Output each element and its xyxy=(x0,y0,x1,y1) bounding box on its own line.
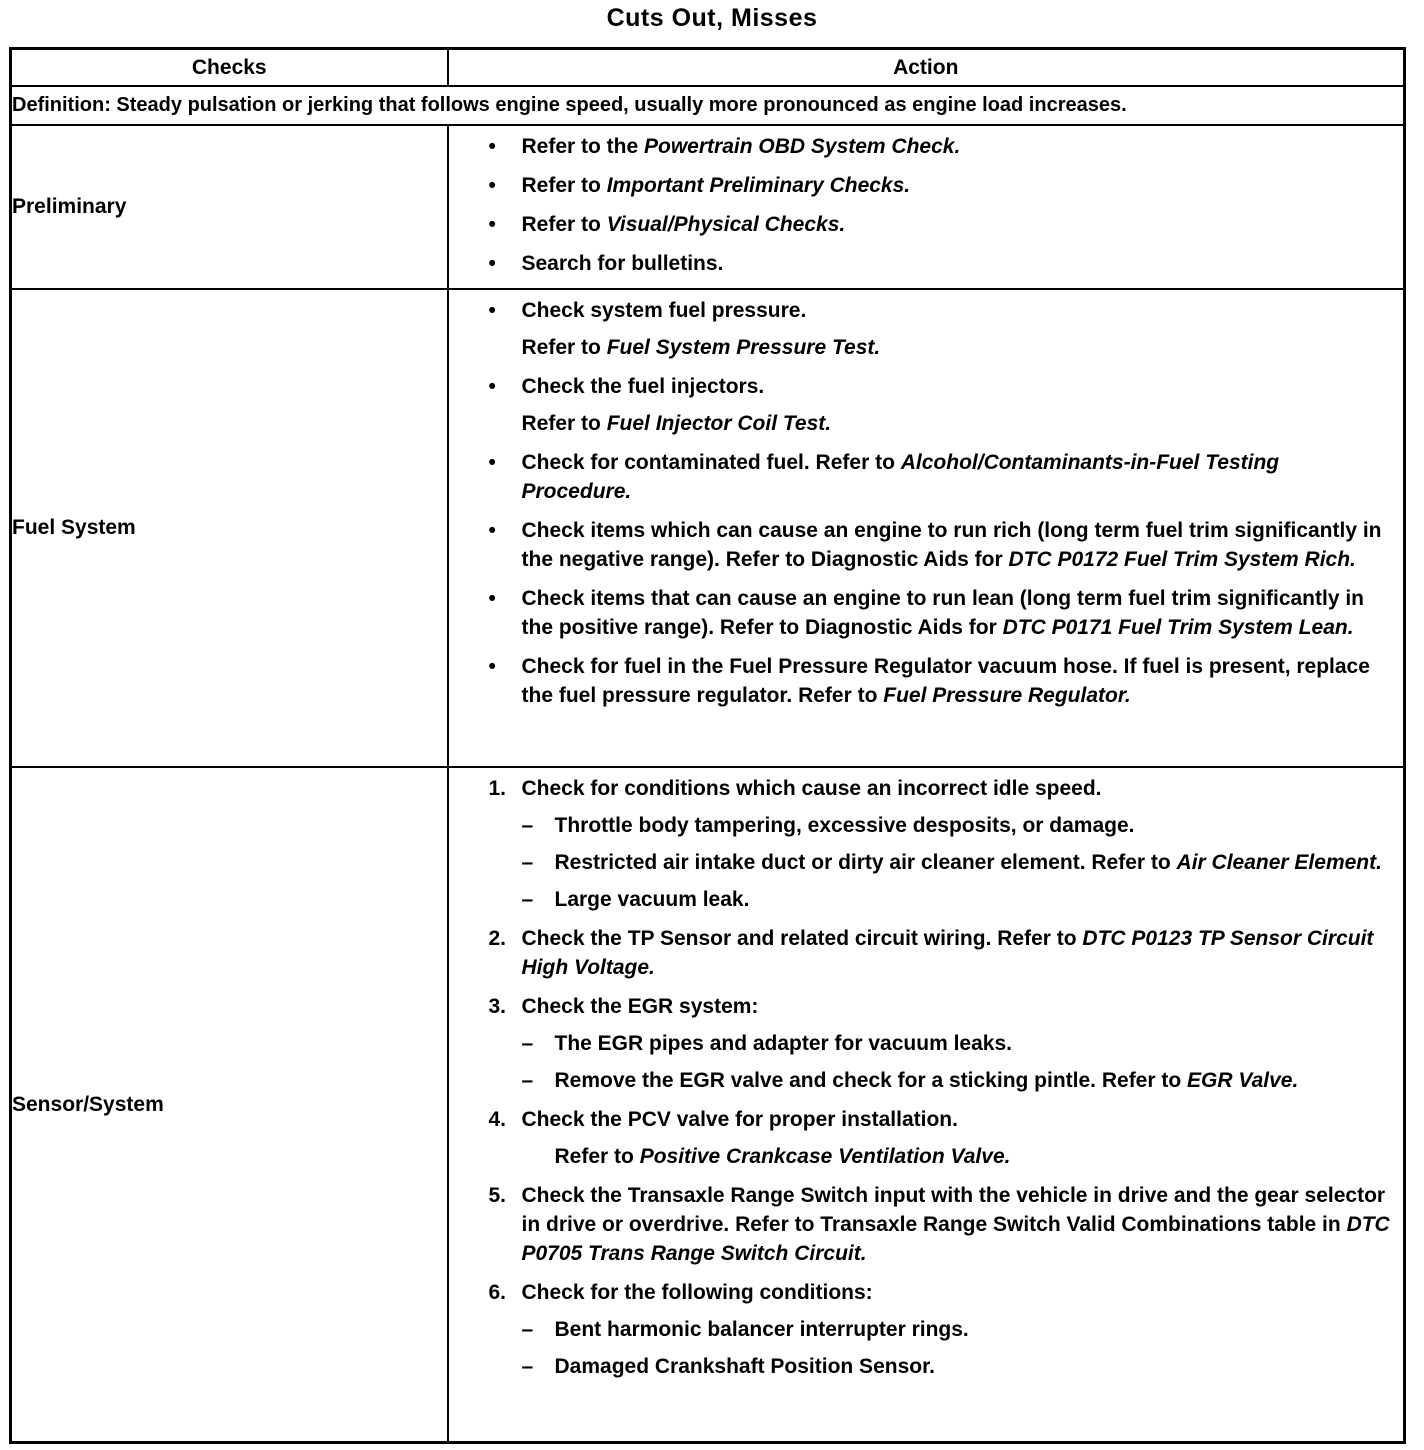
list-item: 5. Check the Transaxle Range Switch input with the vehicle in drive and the gear selector in drive or overdrive. Refer to Transaxle Range Switch Valid Combinations table in DTC P0705 Trans Range Switch Circuit. xyxy=(488,1184,1390,1265)
sub-item: – Restricted air intake duct or dirty air cleaner element. Refer to Air Cleaner Element. xyxy=(521,851,1382,874)
sensor-system-row xyxy=(11,767,1405,1443)
sub-item: – Damaged Crankshaft Position Sensor. xyxy=(521,1355,935,1378)
sensor-system-label: Sensor/System xyxy=(11,767,448,1443)
list-item: • Refer to Visual/Physical Checks. xyxy=(489,210,1394,239)
sensor-system-list xyxy=(489,774,1394,1381)
list-item: • Check for contaminated fuel. Refer to Alcohol/Contaminants-in-Fuel Testing Procedure. xyxy=(489,448,1394,506)
list-item: • Refer to Important Preliminary Checks. xyxy=(489,171,1394,200)
list-item: • Check the fuel injectors. Refer to Fuel Injector Coil Test. xyxy=(489,372,1394,438)
fuel-system-label: Fuel System xyxy=(11,289,448,767)
list-item: 1. Check for conditions which cause an incorrect idle speed. – Throttle body tampering, excessive desposits, or damage. – Restricted air intake duct or dirty air cleaner element. Refer to Air Cleaner Element. – Large vacuum leak. xyxy=(489,774,1394,914)
preliminary-label: Preliminary xyxy=(11,125,448,289)
sub-item: – Throttle body tampering, excessive desposits, or damage. xyxy=(521,814,1135,837)
sub-item: – Remove the EGR valve and check for a sticking pintle. Refer to EGR Valve. xyxy=(521,1069,1299,1092)
sub-item: – The EGR pipes and adapter for vacuum leaks. xyxy=(521,1032,1012,1055)
sensor-system-actions xyxy=(448,767,1405,1443)
sub-item: – Large vacuum leak. xyxy=(521,888,750,911)
preliminary-actions xyxy=(448,125,1405,289)
preliminary-row xyxy=(11,125,1405,289)
fuel-system-row xyxy=(11,289,1405,767)
fuel-system-actions xyxy=(448,289,1405,767)
list-item: • Search for bulletins. xyxy=(489,249,1394,278)
list-item: 4. Check the PCV valve for proper installation. Refer to Positive Crankcase Ventilation Valve. xyxy=(488,1108,1011,1168)
list-item: 6. Check for the following conditions: – Bent harmonic balancer interrupter rings. – Damaged Crankshaft Position Sensor. xyxy=(489,1278,1394,1381)
list-item: 2. Check the TP Sensor and related circuit wiring. Refer to DTC P0123 TP Sensor Circuit High Voltage. xyxy=(488,927,1374,979)
fuel-system-list xyxy=(489,296,1394,710)
checks-header: Checks xyxy=(11,49,448,87)
list-item: • Check items that can cause an engine to run lean (long term fuel trim significantly in the positive range). Refer to Diagnostic Aids for DTC P0171 Fuel Trim System Lean. xyxy=(489,584,1394,642)
page-title: Cuts Out, Misses xyxy=(606,4,818,32)
action-header: Action xyxy=(448,49,1405,87)
preliminary-list xyxy=(489,132,1394,278)
list-item: • Refer to the Powertrain OBD System Check. xyxy=(489,132,1394,161)
list-item: • Check items which can cause an engine to run rich (long term fuel trim significantly in the negative range). Refer to Diagnostic Aids for DTC P0172 Fuel Trim System Rich. xyxy=(489,516,1394,574)
list-item: 3. Check the EGR system: – The EGR pipes and adapter for vacuum leaks. – Remove the EGR valve and check for a sticking pintle. Refer to EGR Valve. xyxy=(489,992,1394,1095)
sub-item: – Bent harmonic balancer interrupter rings. xyxy=(521,1318,969,1341)
list-item: • Check for fuel in the Fuel Pressure Regulator vacuum hose. If fuel is present, replace the fuel pressure regulator. Refer to Fuel Pressure Regulator. xyxy=(489,652,1394,710)
list-item: • Check system fuel pressure. Refer to Fuel System Pressure Test. xyxy=(489,296,1394,362)
diagnostic-table xyxy=(9,47,1406,1444)
definition-row xyxy=(11,86,1405,125)
header-row xyxy=(11,49,1405,87)
definition-text: Definition: Steady pulsation or jerking that follows engine speed, usually more pronounced as engine load increases. xyxy=(11,86,1405,125)
